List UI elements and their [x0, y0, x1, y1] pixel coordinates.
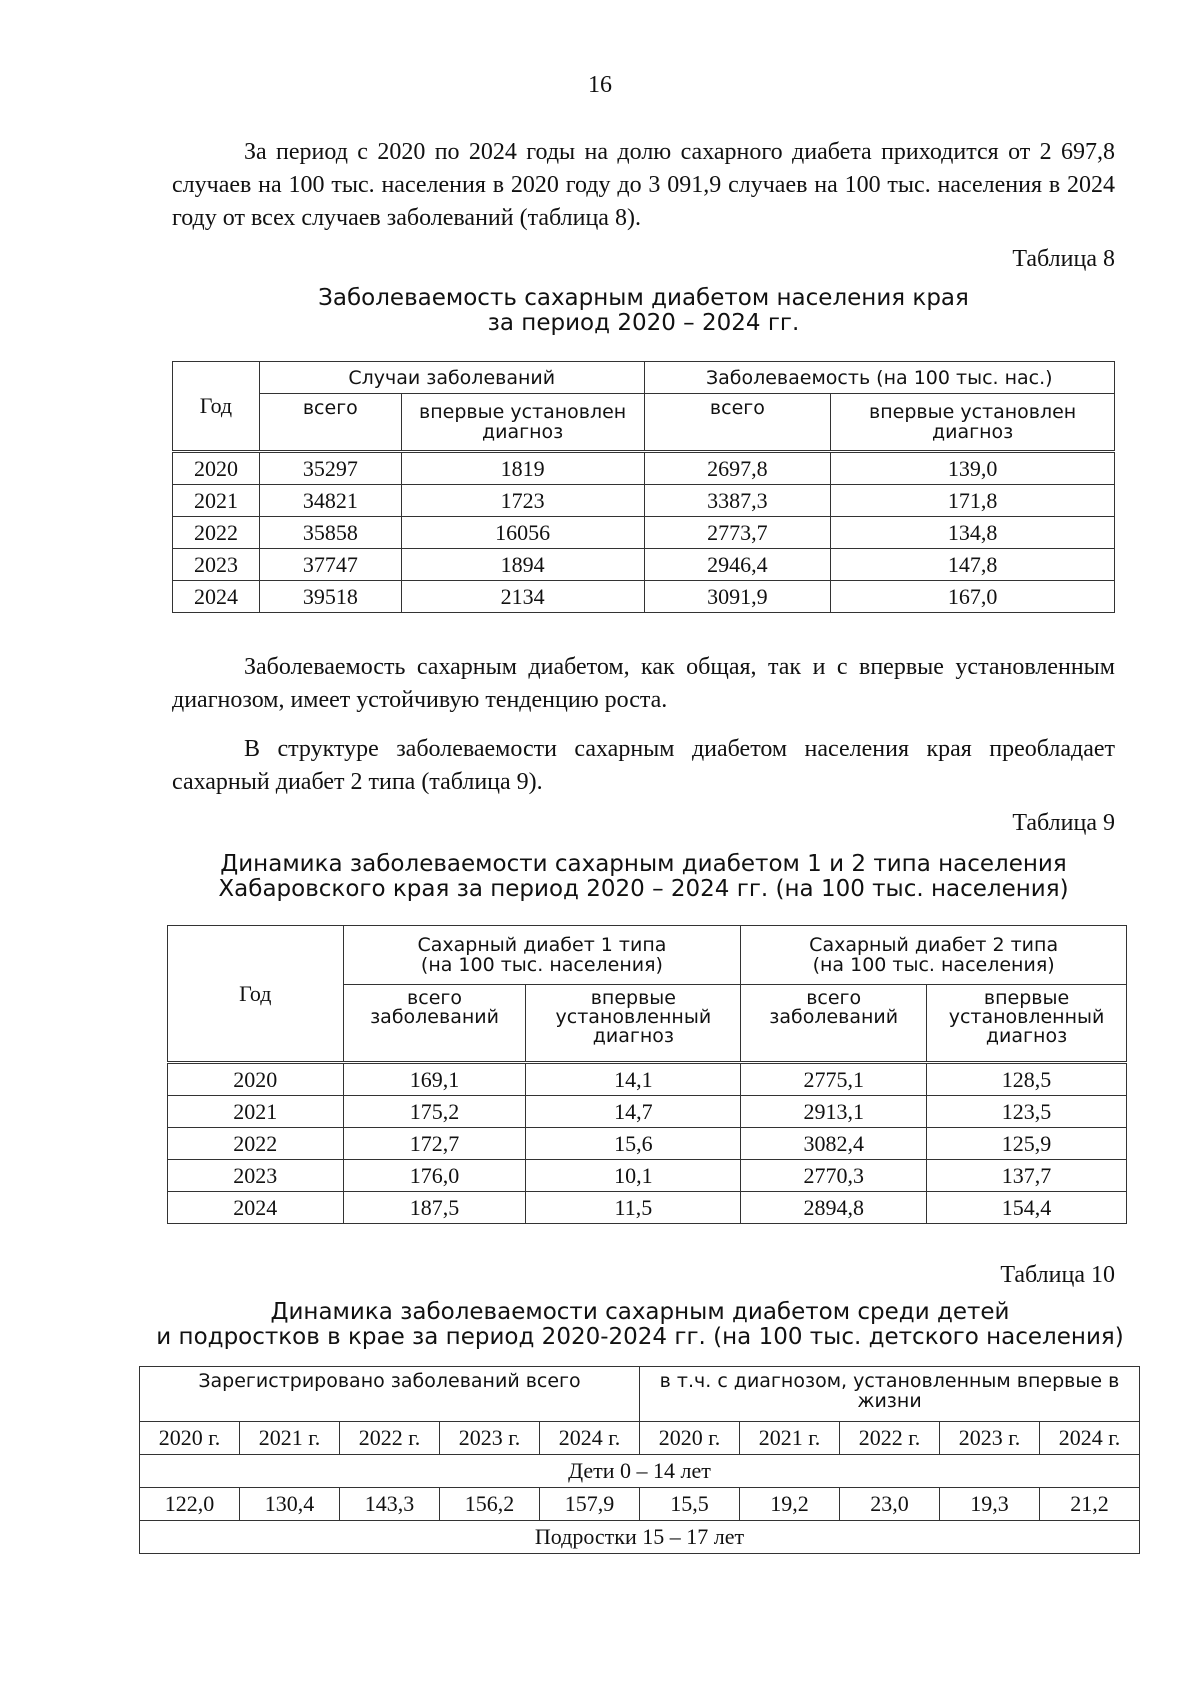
year-header: 2021 г.: [740, 1422, 840, 1455]
year-header: 2023 г.: [940, 1422, 1040, 1455]
table-cell: 2775,1: [741, 1063, 927, 1096]
table8-incidence-header: Заболеваемость (на 100 тыс. нас.): [644, 362, 1114, 394]
table8-cases-header: Случаи заболеваний: [259, 362, 644, 394]
table-cell: 37747: [259, 549, 401, 581]
table-row: [168, 1063, 1127, 1096]
subheader-line: впервые: [590, 987, 676, 1009]
year-header: 2021 г.: [240, 1422, 340, 1455]
table-cell: 143,3: [340, 1488, 440, 1521]
table-cell: 11,5: [526, 1192, 741, 1224]
table-cell: 154,4: [927, 1192, 1127, 1224]
table-cell: 125,9: [927, 1128, 1127, 1160]
table-row: [173, 549, 1115, 581]
table-row: [173, 581, 1115, 613]
table-cell: 176,0: [343, 1160, 526, 1192]
table-cell: 157,9: [540, 1488, 640, 1521]
table-cell: 137,7: [927, 1160, 1127, 1192]
table9-type1-header: [343, 926, 741, 985]
year-header: 2022 г.: [840, 1422, 940, 1455]
table8-title: [172, 286, 1115, 336]
table-cell: 23,0: [840, 1488, 940, 1521]
table8: [172, 361, 1115, 613]
table-cell: 156,2: [440, 1488, 540, 1521]
table-cell: 1819: [401, 452, 644, 485]
table-cell: 2894,8: [741, 1192, 927, 1224]
table9-label: Таблица 9: [1012, 810, 1115, 836]
year-header: 2020 г.: [640, 1422, 740, 1455]
table-cell: 172,7: [343, 1128, 526, 1160]
table9-year-header: Год: [168, 926, 344, 1063]
table-row: [140, 1488, 1140, 1521]
table9-type1-header-line1: Сахарный диабет 1 типа: [417, 934, 667, 956]
table-cell: 134,8: [831, 517, 1115, 549]
table-cell: 2020: [173, 452, 260, 485]
table9-title-line1: Динамика заболеваемости сахарным диабетом 1 и 2 типа населения: [220, 851, 1067, 877]
table-cell: 2024: [168, 1192, 344, 1224]
table-row: [173, 517, 1115, 549]
table-cell: 16056: [401, 517, 644, 549]
table-cell: 2697,8: [644, 452, 831, 485]
table-cell: 35297: [259, 452, 401, 485]
table-cell: 1723: [401, 485, 644, 517]
table-row: [168, 1160, 1127, 1192]
table10-registered-header: Зарегистрировано заболеваний всего: [140, 1367, 640, 1422]
table-cell: 21,2: [1040, 1488, 1140, 1521]
table-cell: 139,0: [831, 452, 1115, 485]
table-cell: 2021: [173, 485, 260, 517]
table-cell: 3387,3: [644, 485, 831, 517]
table-cell: 2913,1: [741, 1096, 927, 1128]
table-cell: 39518: [259, 581, 401, 613]
table-cell: 147,8: [831, 549, 1115, 581]
table9-type1-header-line2: (на 100 тыс. населения): [420, 954, 663, 976]
table-cell: 2022: [173, 517, 260, 549]
table8-title-line1: Заболеваемость сахарным диабетом населения края: [318, 285, 969, 311]
table-cell: 14,7: [526, 1096, 741, 1128]
subheader-line: всего: [806, 987, 862, 1009]
table9-subheader-new: [927, 985, 1127, 1063]
subheader-line: заболеваний: [370, 1006, 499, 1028]
table-cell: 1894: [401, 549, 644, 581]
subheader-line: заболеваний: [769, 1006, 899, 1028]
table9-type2-header: [741, 926, 1127, 985]
table-cell: 2024: [173, 581, 260, 613]
table8-label: Таблица 8: [1012, 246, 1115, 272]
table10-label: Таблица 10: [1000, 1262, 1115, 1288]
table-cell: 14,1: [526, 1063, 741, 1096]
table-row: [168, 1128, 1127, 1160]
year-header: 2024 г.: [540, 1422, 640, 1455]
table9: [167, 925, 1127, 1224]
table-cell: 19,3: [940, 1488, 1040, 1521]
subheader-line: установленный: [948, 1006, 1105, 1028]
table-row: [173, 485, 1115, 517]
subheader-line: всего: [407, 987, 462, 1009]
table9-subheader-new: [526, 985, 741, 1063]
table10-years-row: [140, 1422, 1140, 1455]
table-cell: 2134: [401, 581, 644, 613]
table-cell: 2946,4: [644, 549, 831, 581]
subheader-line: установленный: [555, 1006, 712, 1028]
table8-year-header: Год: [173, 362, 260, 452]
table9-subheader-total: [741, 985, 927, 1063]
year-header: 2022 г.: [340, 1422, 440, 1455]
table-cell: 2023: [168, 1160, 344, 1192]
table8-subheader-total: всего: [644, 394, 831, 452]
table-cell: 175,2: [343, 1096, 526, 1128]
table9-type2-header-line2: (на 100 тыс. населения): [812, 954, 1055, 976]
table-row: [168, 1192, 1127, 1224]
table-cell: 2770,3: [741, 1160, 927, 1192]
table-cell: 123,5: [927, 1096, 1127, 1128]
subheader-line: впервые: [983, 987, 1070, 1009]
table-cell: 167,0: [831, 581, 1115, 613]
table-cell: 34821: [259, 485, 401, 517]
table10-title-line2: и подростков в крае за период 2020-2024 гг. (на 100 тыс. детского населения): [156, 1324, 1124, 1350]
table-cell: 171,8: [831, 485, 1115, 517]
paragraph-intro: За период с 2020 по 2024 годы на долю сахарного диабета приходится от 2 697,8 случаев на 100 тыс. населения в 2020 году до 3 091,9 случаев на 100 тыс. населения в 2024 году от всех случаев заболеваний (таблица 8).: [172, 139, 1115, 231]
table-row: [168, 1096, 1127, 1128]
table-cell: 130,4: [240, 1488, 340, 1521]
year-header: 2023 г.: [440, 1422, 540, 1455]
table-cell: 15,6: [526, 1128, 741, 1160]
subheader-line: диагноз: [592, 1025, 674, 1047]
table9-title-line2: Хабаровского края за период 2020 – 2024 гг. (на 100 тыс. населения): [218, 876, 1069, 902]
table-cell: 35858: [259, 517, 401, 549]
table-row: [173, 452, 1115, 485]
table-cell: 2773,7: [644, 517, 831, 549]
table-cell: 128,5: [927, 1063, 1127, 1096]
table-cell: 3082,4: [741, 1128, 927, 1160]
table-cell: 2022: [168, 1128, 344, 1160]
table-cell: 15,5: [640, 1488, 740, 1521]
page-number: 16: [588, 72, 612, 98]
table9-title: [172, 852, 1115, 902]
table8-subheader-new: впервые установлен диагноз: [401, 394, 644, 452]
table10-title: [140, 1300, 1140, 1350]
paragraph-structure: В структуре заболеваемости сахарным диабетом населения края преобладает сахарный диабет 2 типа (таблица 9).: [172, 736, 1115, 795]
table-cell: 2023: [173, 549, 260, 581]
table10-first-diagnosed-header: в т.ч. с диагнозом, установленным впервые в жизни: [640, 1367, 1140, 1422]
table9-type2-header-line1: Сахарный диабет 2 типа: [809, 934, 1059, 956]
table10: [139, 1366, 1140, 1554]
table-cell: 3091,9: [644, 581, 831, 613]
subheader-line: диагноз: [985, 1025, 1068, 1047]
table-cell: 169,1: [343, 1063, 526, 1096]
table10-title-line1: Динамика заболеваемости сахарным диабетом среди детей: [270, 1299, 1010, 1325]
table10-section-teens: Подростки 15 – 17 лет: [140, 1521, 1140, 1554]
table-cell: 2020: [168, 1063, 344, 1096]
table8-subheader-total: всего: [259, 394, 401, 452]
table-cell: 19,2: [740, 1488, 840, 1521]
table-cell: 122,0: [140, 1488, 240, 1521]
table-cell: 187,5: [343, 1192, 526, 1224]
table-cell: 10,1: [526, 1160, 741, 1192]
table8-subheader-new: впервые установлен диагноз: [831, 394, 1115, 452]
year-header: 2024 г.: [1040, 1422, 1140, 1455]
year-header: 2020 г.: [140, 1422, 240, 1455]
table10-section-children: Дети 0 – 14 лет: [140, 1455, 1140, 1488]
table8-title-line2: за период 2020 – 2024 гг.: [487, 310, 800, 336]
table-cell: 2021: [168, 1096, 344, 1128]
table9-subheader-total: [343, 985, 526, 1063]
paragraph-trend: Заболеваемость сахарным диабетом, как общая, так и с впервые установленным диагнозом, имеет устойчивую тенденцию роста.: [172, 654, 1115, 713]
